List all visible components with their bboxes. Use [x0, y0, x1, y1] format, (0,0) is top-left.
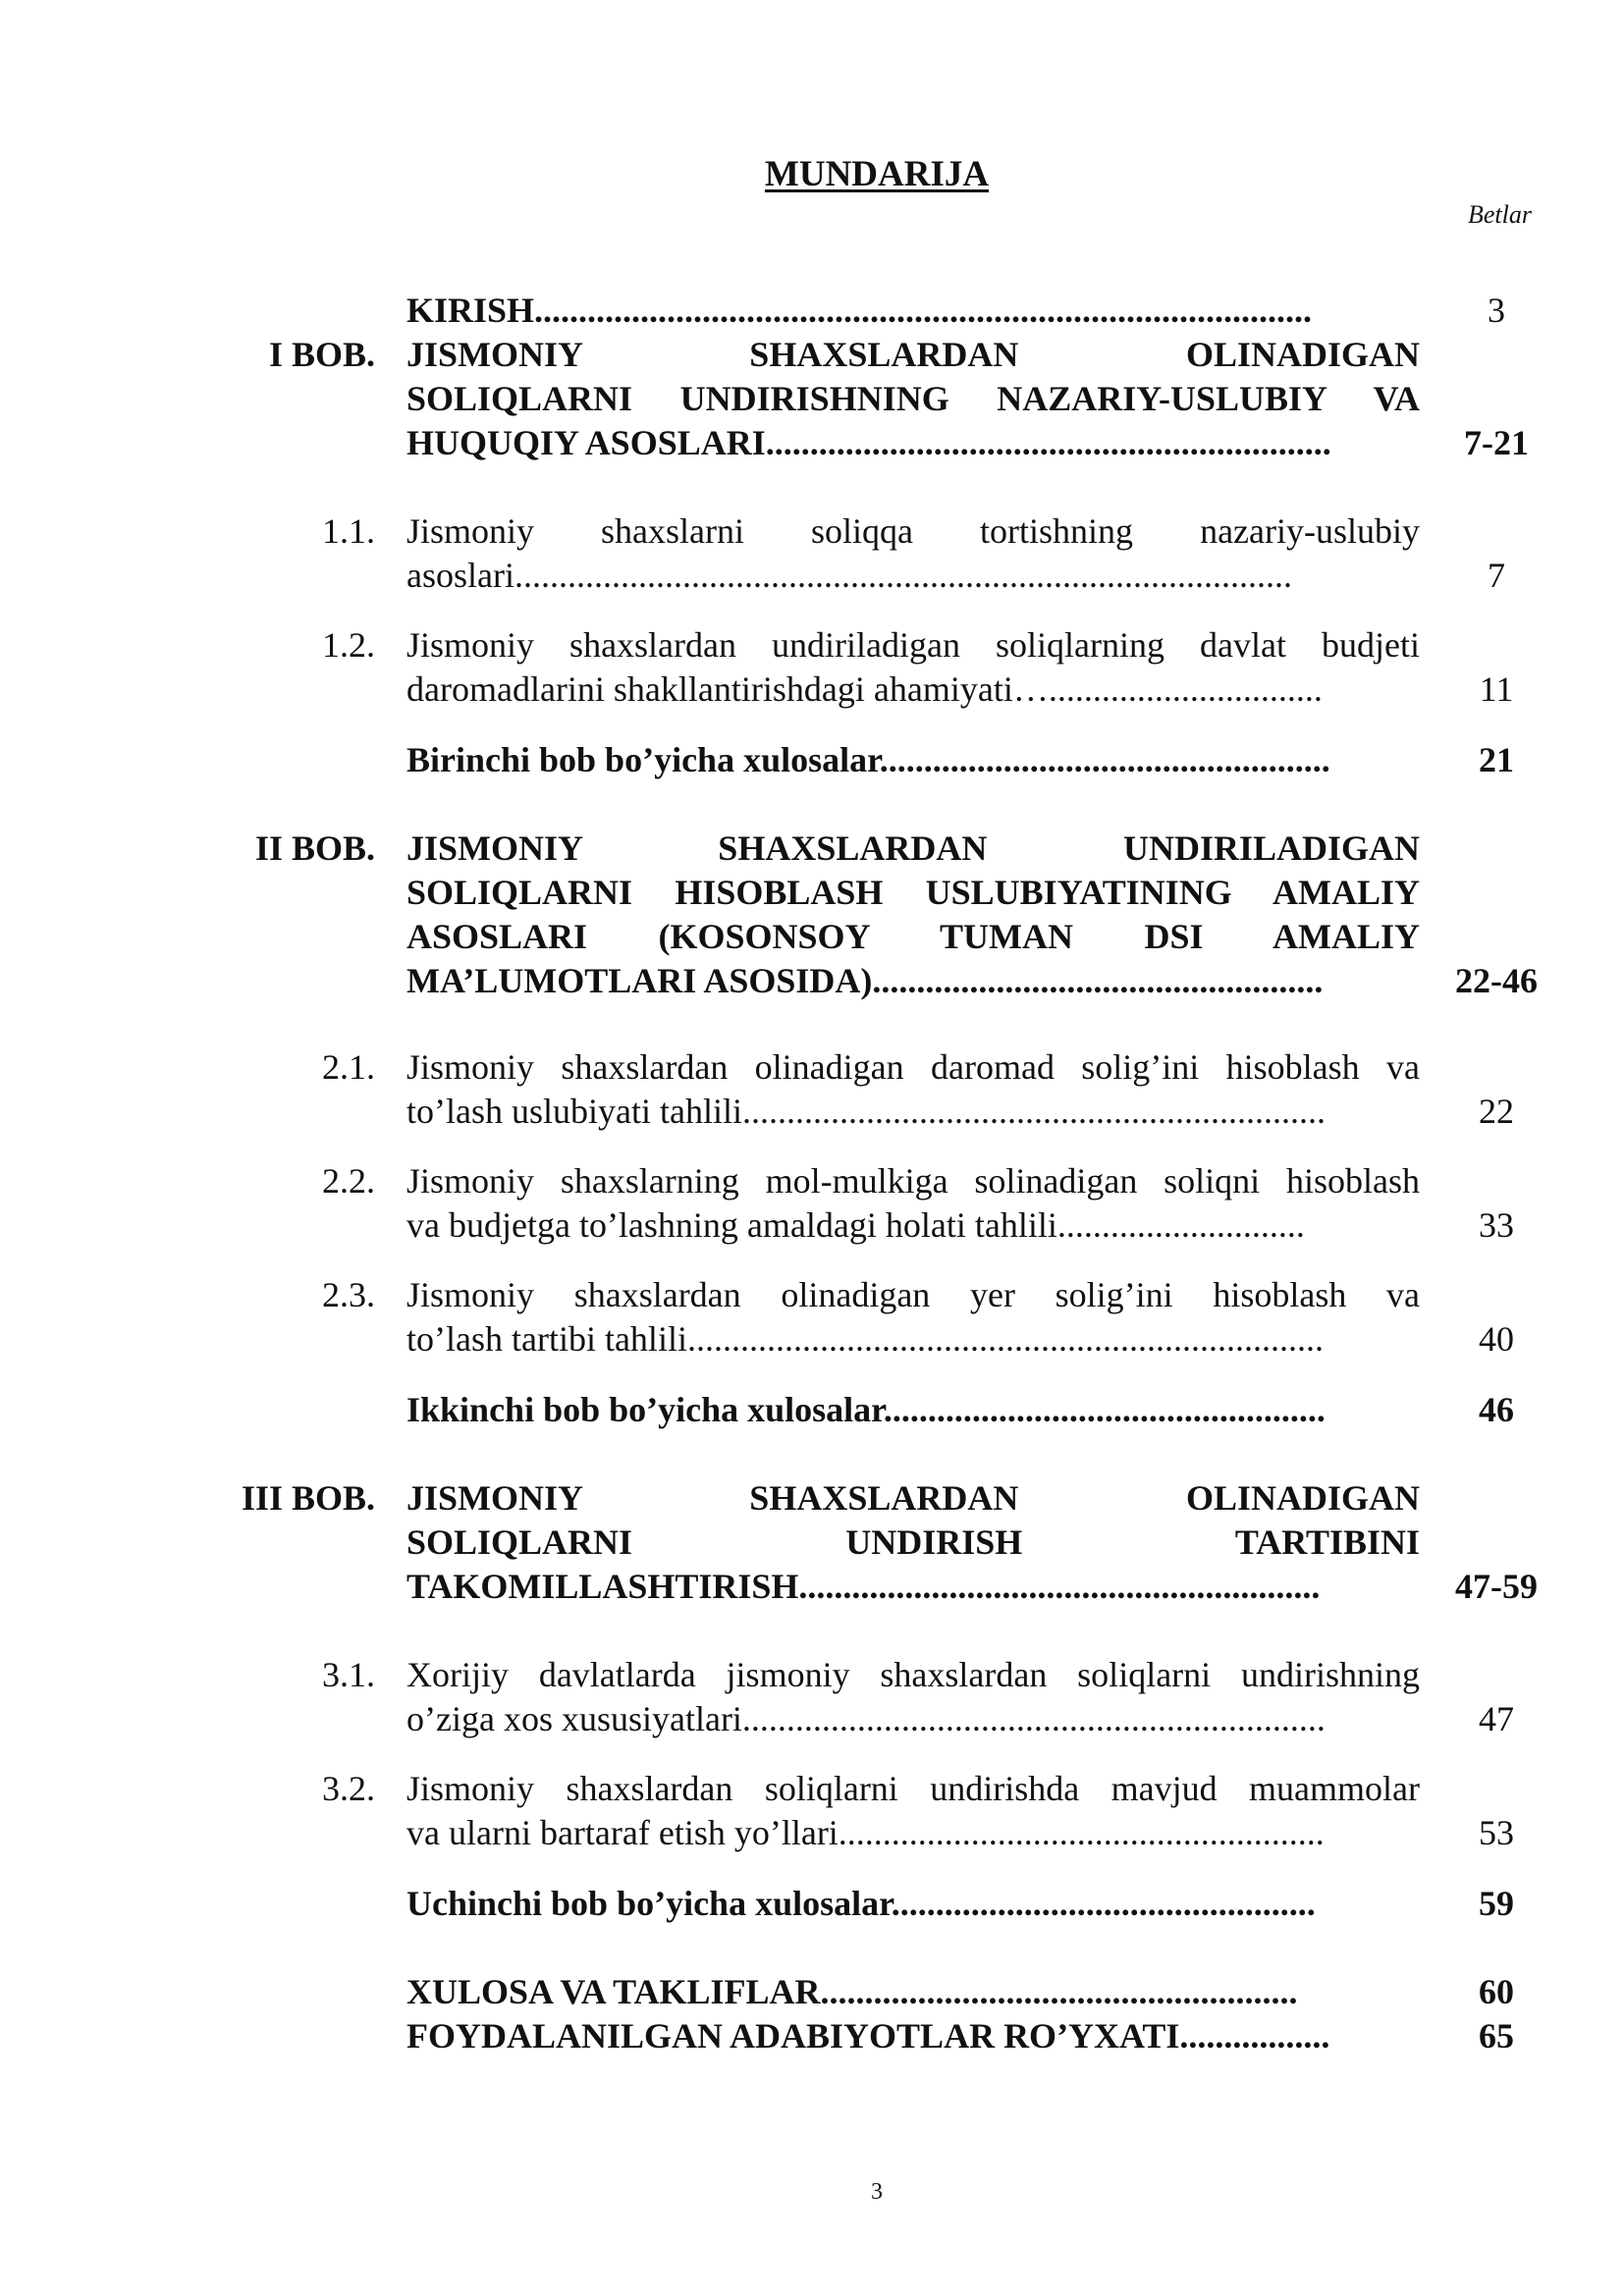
pages-column-label: Betlar — [1468, 200, 1532, 229]
toc-entry-title-line: Jismoniy shaxslarni soliqqa tortishning nazariy-uslubiy — [406, 511, 1420, 551]
toc-entry-number: 2.1. — [322, 1047, 375, 1087]
toc-entry-page: 22-46 — [1455, 961, 1538, 1000]
toc-entry-page: 46 — [1479, 1390, 1514, 1429]
toc-entry-number: 3.1. — [322, 1655, 375, 1694]
toc-entry-page: 22 — [1479, 1092, 1514, 1131]
toc-entry-title-line: JISMONIY SHAXSLARDAN UNDIRILADIGAN — [406, 828, 1420, 868]
toc-entry-title-line: Jismoniy shaxslardan olinadigan yer solig’ini hisoblash va — [406, 1275, 1420, 1314]
toc-entry-page: 47 — [1479, 1699, 1514, 1738]
page-number: 3 — [871, 2179, 883, 2205]
toc-entry-title-line: Xorijiy davlatlarda jismoniy shaxslardan soliqlarni undirishning — [406, 1655, 1420, 1694]
toc-entry-title: KIRISH........................................................................................ — [406, 291, 1313, 330]
toc-entry-title-line: o’ziga xos xususiyatlari.................................................................. — [406, 1699, 1326, 1738]
toc-entry-number: 2.3. — [322, 1275, 375, 1314]
toc-entry-page: 11 — [1479, 669, 1514, 709]
toc-entry-number: 1.2. — [322, 625, 375, 665]
toc-entry-title-line: SOLIQLARNI UNDIRISHNING NAZARIY-USLUBIY VA — [406, 379, 1420, 418]
toc-entry-page: 7-21 — [1464, 423, 1529, 462]
toc-entry-title-line: asoslari........................................................................................ — [406, 556, 1292, 595]
toc-entry-page: 21 — [1479, 740, 1514, 779]
toc-entry-title-line: Jismoniy shaxslarning mol-mulkiga solinadigan soliqni hisoblash — [406, 1161, 1420, 1201]
toc-entry-title: XULOSA VA TAKLIFLAR...................................................... — [406, 1972, 1298, 2011]
toc-entry-page: 7 — [1488, 556, 1505, 595]
toc-entry-title-line: TAKOMILLASHTIRISH........................................................... — [406, 1567, 1321, 1606]
toc-entry-title-line: JISMONIY SHAXSLARDAN OLINADIGAN — [406, 335, 1420, 374]
toc-entry-number: II BOB. — [254, 828, 375, 868]
toc-entry-page: 40 — [1479, 1319, 1514, 1359]
toc-entry-number: 1.1. — [322, 511, 375, 551]
toc-entry-page: 59 — [1479, 1884, 1514, 1923]
toc-entry-title-line: HUQUQIY ASOSLARI................................................................ — [406, 423, 1331, 462]
toc-entry-title: Uchinchi bob bo’yicha xulosalar................................................ — [406, 1884, 1316, 1923]
toc-entry-title-line: va ularni bartaraf etish yo’llari....................................................... — [406, 1813, 1325, 1852]
toc-entry-title-line: SOLIQLARNI HISOBLASH USLUBIYATINING AMALIY — [406, 873, 1420, 912]
toc-entry-number: III BOB. — [241, 1478, 375, 1518]
toc-entry-number: 3.2. — [322, 1769, 375, 1808]
toc-entry-number: I BOB. — [268, 335, 375, 374]
toc-entry-title-line: Jismoniy shaxslardan undiriladigan soliqlarning davlat budjeti — [406, 625, 1420, 665]
toc-entry-number: 2.2. — [322, 1161, 375, 1201]
toc-entry-page: 60 — [1479, 1972, 1514, 2011]
toc-entry-title: Ikkinchi bob bo’yicha xulosalar.................................................. — [406, 1390, 1326, 1429]
toc-entry-title: Birinchi bob bo’yicha xulosalar................................................... — [406, 740, 1330, 779]
toc-entry-page: 33 — [1479, 1205, 1514, 1245]
toc-entry-page: 65 — [1479, 2016, 1514, 2056]
toc-entry-title-line: ASOSLARI (KOSONSOY TUMAN DSI AMALIY — [406, 917, 1420, 956]
page-title: MUNDARIJA — [764, 154, 990, 194]
toc-entry-page: 3 — [1488, 291, 1505, 330]
toc-entry-page: 53 — [1479, 1813, 1514, 1852]
toc-entry-title-line: Jismoniy shaxslardan soliqlarni undirishda mavjud muammolar — [406, 1769, 1420, 1808]
toc-entry-title-line: to’lash uslubiyati tahlili.................................................................. — [406, 1092, 1326, 1131]
toc-entry-page: 47-59 — [1455, 1567, 1538, 1606]
toc-entry-title-line: to’lash tartibi tahlili........................................................................ — [406, 1319, 1324, 1359]
toc-entry-title-line: SOLIQLARNI UNDIRISH TARTIBINI — [406, 1522, 1420, 1562]
toc-entry-title-line: daromadlarini shakllantirishdagi ahamiyati…............................... — [406, 669, 1323, 709]
toc-entry-title-line: MA’LUMOTLARI ASOSIDA)................................................... — [406, 961, 1324, 1000]
toc-entry-title-line: va budjetga to’lashning amaldagi holati tahlili............................ — [406, 1205, 1305, 1245]
toc-entry-title-line: Jismoniy shaxslardan olinadigan daromad solig’ini hisoblash va — [406, 1047, 1420, 1087]
toc-entry-title: FOYDALANILGAN ADABIYOTLAR RO’YXATI................. — [406, 2016, 1330, 2056]
toc-entry-title-line: JISMONIY SHAXSLARDAN OLINADIGAN — [406, 1478, 1420, 1518]
